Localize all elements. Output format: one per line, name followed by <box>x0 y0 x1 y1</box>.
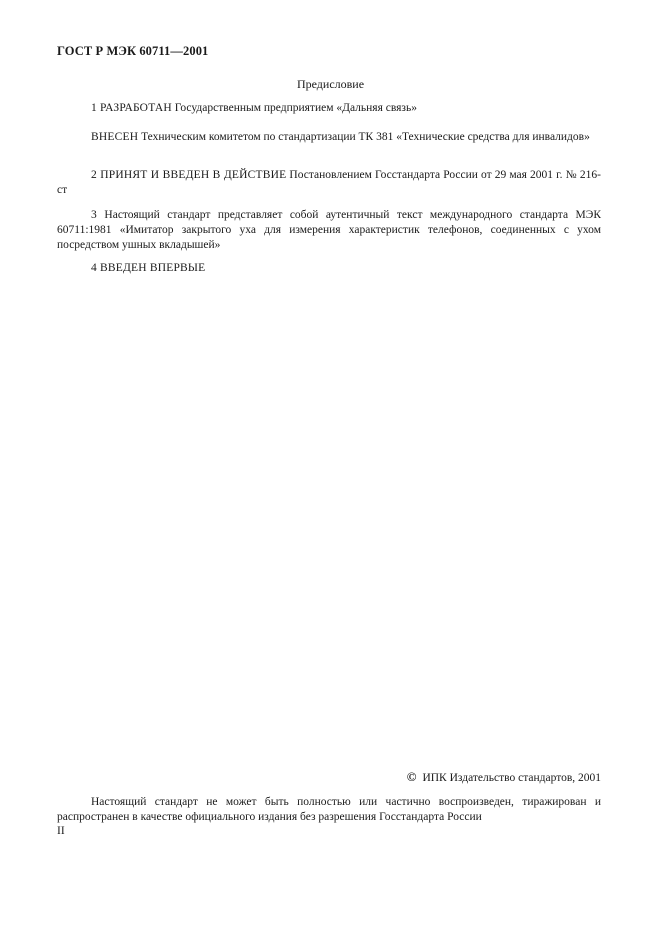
paragraph-developed <box>57 101 601 116</box>
paragraph-lead: ВНЕСЕН <box>91 131 139 143</box>
paragraph-authentic-text <box>57 208 601 253</box>
paragraph-text: Постановлением Госстандарта России от 29 мая 2001 г. № 216-ст <box>57 169 601 196</box>
copyright-line <box>407 769 601 785</box>
page-number: II <box>57 825 65 837</box>
paragraph-text: Техническим комитетом по стандартизации ТК 381 «Технические средства для инвалидов» <box>138 131 590 143</box>
copyright-text: ИПК Издательство стандартов, 2001 <box>422 772 601 784</box>
paragraph-lead: 4 ВВЕДЕН ВПЕРВЫЕ <box>91 262 206 274</box>
section-title: Предисловие <box>296 77 365 91</box>
paragraph-text: Государственным предприятием «Дальняя связь» <box>171 102 417 114</box>
paragraph-lead: 1 РАЗРАБОТАН <box>91 102 172 114</box>
paragraph-lead: 2 ПРИНЯТ И ВВЕДЕН В ДЕЙСТВИЕ <box>91 169 287 181</box>
paragraph-first-introduced <box>57 261 601 276</box>
paragraph-adopted <box>57 168 601 198</box>
document-header-code: ГОСТ Р МЭК 60711—2001 <box>57 44 209 58</box>
reproduction-notice: Настоящий стандарт не может быть полностью или частично воспроизведен, тиражирован и распространен в качестве официального издания без разрешения Госстандарта России <box>57 796 601 823</box>
copyright-icon: © <box>406 769 417 784</box>
paragraph-lead: 3 <box>91 209 97 221</box>
paragraph-text: Настоящий стандарт представляет собой аутентичный текст международного стандарта МЭК 60711:1981 «Имитатор закрытого уха для измерения характеристик телефонов, соединенных с ухом посредством ушных вкладышей» <box>57 209 601 251</box>
paragraph-introduced <box>57 130 601 145</box>
